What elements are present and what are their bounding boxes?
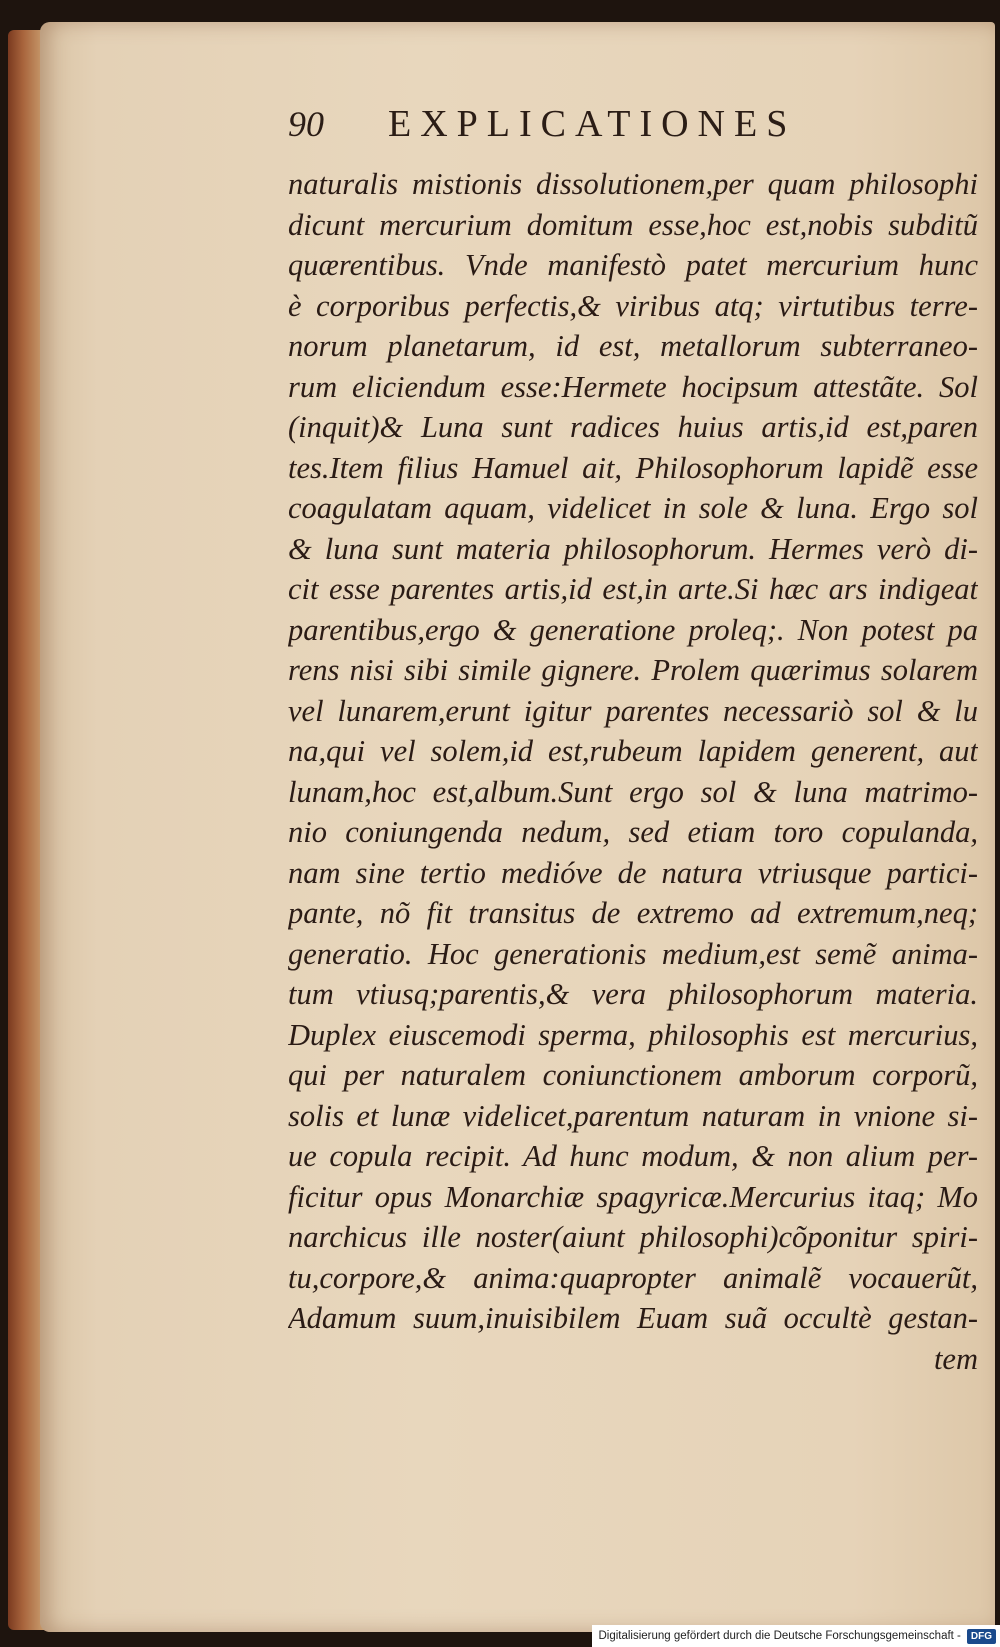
footer-credit-text: Digitalisierung gefördert durch die Deutsche Forschungsgemeinschaft -: [598, 1630, 961, 1642]
text-line: cit esse parentes artis,id est,in arte.Si hæc ars indigeat: [288, 572, 978, 606]
running-head-title: EXPLICATIONES: [388, 103, 797, 145]
text-line: tu,corpore,& anima:quapropter animalẽ vocauerũt,: [288, 1260, 978, 1295]
text-line: norum planetarum, id est, metallorum subterraneo-: [288, 329, 978, 363]
text-line: tes.Item filius Hamuel ait, Philosophorum lapidẽ esse: [288, 450, 978, 485]
text-line: ue copula recipit. Ad hunc modum, & non alium per-: [288, 1139, 978, 1173]
text-line: vel lunarem,erunt igitur parentes necessariò sol & lu: [288, 693, 978, 728]
text-line: lunam,hoc est,album.Sunt ergo sol & luna matrimo-: [288, 774, 978, 809]
digitization-footer: [592, 1625, 1000, 1647]
text-line: (inquit)& Luna sunt radices huius artis,id est,paren: [288, 410, 978, 444]
running-head: [288, 102, 1000, 172]
text-line: coagulatam aquam, videlicet in sole & luna. Ergo sol: [288, 491, 978, 525]
text-line: pante, nõ fit transitus de extremo ad extremum,neq;: [288, 896, 978, 930]
dfg-logo-icon: DFG: [967, 1629, 996, 1644]
text-line: nam sine tertio medióve de natura vtriusque partici-: [288, 855, 978, 890]
text-line: tum vtiusq;parentis,& vera philosophorum materia.: [288, 977, 978, 1011]
text-line: solis et lunæ videlicet,parentum naturam in vnione si-: [288, 1098, 978, 1133]
text-line: quærentibus. Vnde manifestò patet mercurium hunc: [288, 248, 978, 282]
text-line: rens nisi sibi simile gignere. Prolem quærimus solarem: [288, 653, 978, 687]
text-line: parentibus,ergo & generatione proleq;. Non potest pa: [288, 612, 978, 647]
text-line: & luna sunt materia philosophorum. Hermes verò di-: [288, 531, 978, 566]
text-line: qui per naturalem coniunctionem amborum corporũ,: [288, 1058, 978, 1092]
text-line: dicunt mercurium domitum esse,hoc est,nobis subditũ: [288, 207, 978, 242]
text-line: Duplex eiuscemodi sperma, philosophis est mercurius,: [288, 1017, 978, 1052]
text-line: narchicus ille noster(aiunt philosophi)cõponitur spiri-: [288, 1220, 978, 1254]
text-line: Adamum suum,inuisibilem Euam suã occultè gestan-: [288, 1301, 978, 1335]
text-line: rum eliciendum esse:Hermete hocipsum attestãte. Sol: [288, 369, 978, 404]
catchword: tem: [933, 1341, 978, 1376]
text-line: ficitur opus Monarchiæ spagyricæ.Mercurius itaq; Mo: [288, 1179, 978, 1214]
text-line: na,qui vel solem,id est,rubeum lapidem generent, aut: [288, 734, 978, 768]
page-content: [288, 102, 1000, 1379]
book-page: [40, 22, 995, 1632]
text-line: nio coniungenda nedum, sed etiam toro copulanda,: [288, 815, 978, 849]
text-line: è corporibus perfectis,& viribus atq; virtutibus terre-: [288, 288, 978, 323]
text-line: naturalis mistionis dissolutionem,per quam philosophi: [288, 167, 978, 201]
text-line: generatio. Hoc generationis medium,est semẽ anima-: [288, 936, 978, 971]
page-number: 90: [288, 104, 324, 144]
body-text: [288, 164, 1000, 1339]
